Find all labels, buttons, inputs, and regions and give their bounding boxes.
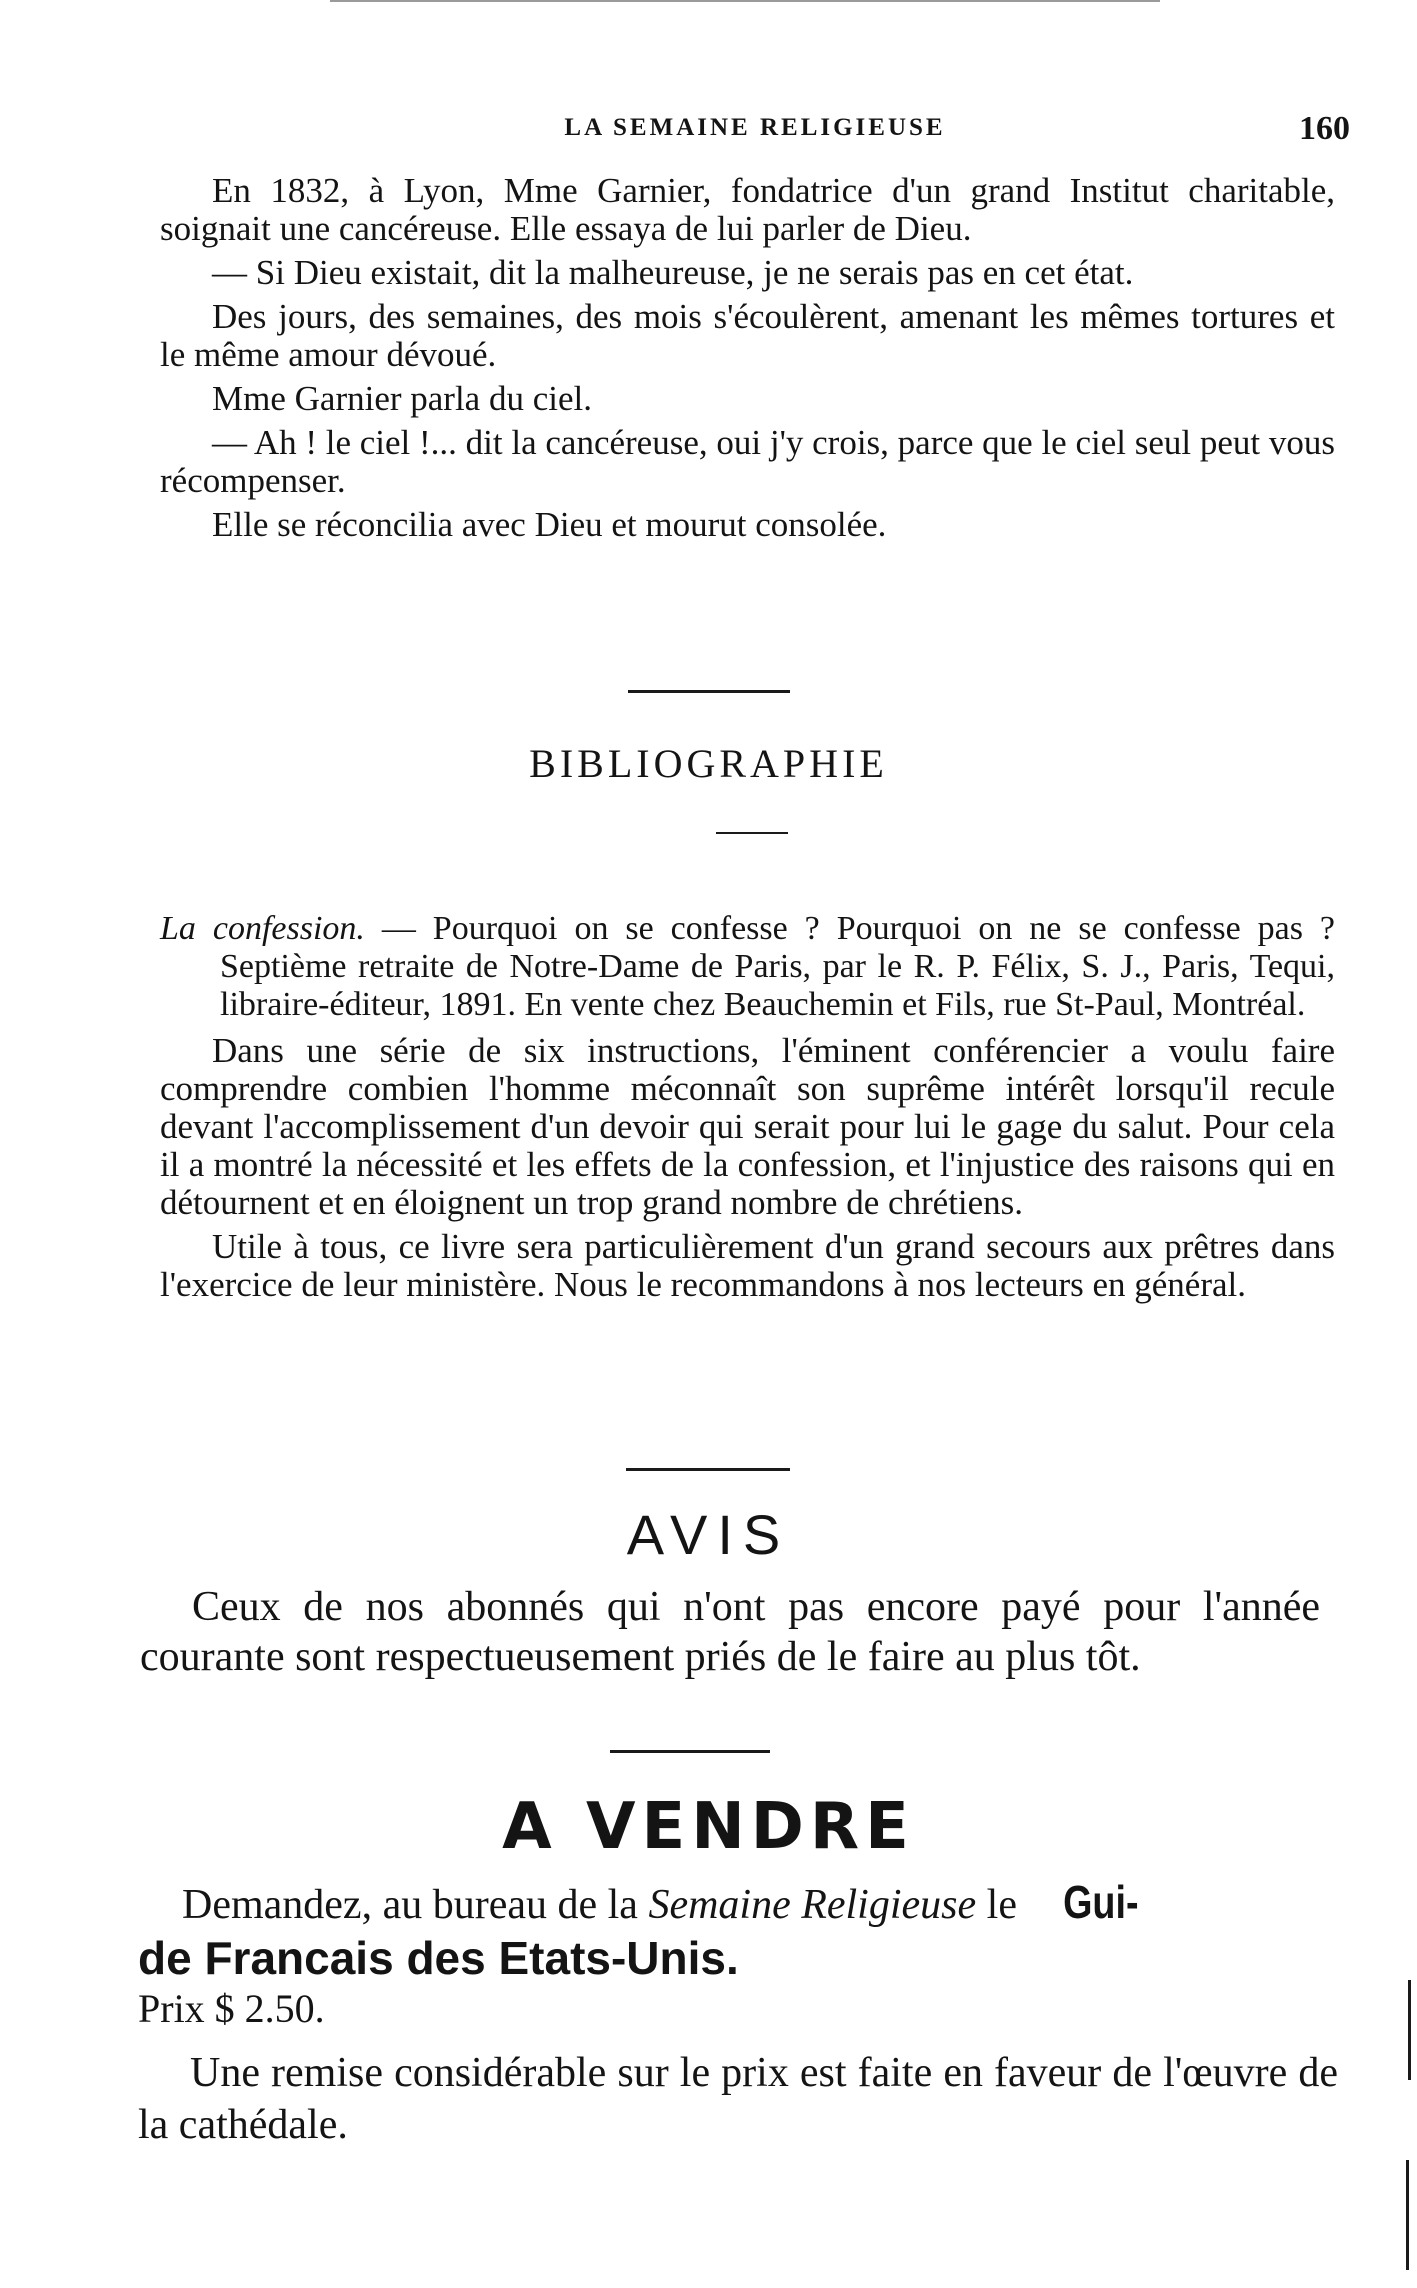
running-title: LA SEMAINE RELIGIEUSE	[564, 114, 946, 141]
title-underline	[716, 832, 788, 834]
remise-text: Une remise considérable sur le prix est faite en faveur de l'œuvre de la cathédale.	[138, 2050, 1338, 2148]
book-entry	[160, 910, 1335, 1024]
story-paragraph: — Si Dieu existait, dit la malheureuse, je ne serais pas en cet état.	[212, 253, 1134, 292]
story-paragraph: — Ah ! le ciel !... dit la cancéreuse, oui j'y crois, parce que le ciel seul peut vous récompenser.	[160, 423, 1335, 500]
avis-title: AVIS	[626, 1503, 791, 1566]
section-divider	[626, 1468, 790, 1471]
guide-title-end: de Francais des Etats-Unis.	[138, 1932, 739, 1984]
page-number: 160	[1299, 110, 1350, 147]
story-section	[160, 172, 1335, 550]
page-header	[150, 110, 1360, 150]
section-divider	[610, 1750, 770, 1753]
section-divider	[628, 690, 790, 693]
review-paragraph: Utile à tous, ce livre sera particulièrement d'un grand secours aux prêtres dans l'exercice de leur ministère. Nous le recommandons à nos lecteurs en général.	[160, 1227, 1335, 1304]
vendre-text-mid: le	[976, 1882, 1028, 1928]
book-title: La confession.	[160, 910, 365, 947]
guide-price: Prix $ 2.50.	[138, 1986, 325, 2031]
story-paragraph: Des jours, des semaines, des mois s'écoulèrent, amenant les mêmes tortures et le même amour dévoué.	[160, 297, 1335, 374]
margin-mark	[1408, 1980, 1411, 2080]
bibliographie-title: BIBLIOGRAPHIE	[529, 741, 888, 786]
story-paragraph: En 1832, à Lyon, Mme Garnier, fondatrice d'un grand Institut charitable, soignait une cancéreuse. Elle essaya de lui parler de Dieu.	[160, 171, 1335, 248]
avis-text: Ceux de nos abonnés qui n'ont pas encore payé pour l'année courante sont respectueusement priés de le faire au plus tôt.	[140, 1584, 1320, 1680]
review-paragraph: Dans une série de six instructions, l'éminent conférencier a voulu faire comprendre combien l'homme méconnaît son suprême intérêt lorsqu'il recule devant l'accomplissement d'un devoir qui serait pour lui le gage du salut. Pour cela il a montré la nécessité et les effets de la confession, et l'injustice des raisons qui en détournent et en éloignent un trop grand nombre de chrétiens.	[160, 1031, 1335, 1222]
avis-section	[140, 1582, 1320, 1682]
story-paragraph: Elle se réconcilia avec Dieu et mourut consolée.	[212, 505, 887, 544]
guide-title-start: Gui-	[1063, 1876, 1139, 1928]
story-paragraph: Mme Garnier parla du ciel.	[212, 379, 592, 418]
journal-name: Semaine Religieuse	[648, 1882, 977, 1928]
margin-mark	[1406, 2160, 1409, 2270]
bibliographie-section	[160, 876, 1335, 1310]
vendre-request	[138, 1876, 1338, 1931]
top-edge-rule	[330, 0, 1160, 2]
vendre-title: A VENDRE	[502, 1790, 915, 1864]
book-details: — Pourquoi on se confesse ? Pourquoi on ne se confesse pas ? Septième retraite de Notre-Dame de Paris, par le R. P. Félix, S. J., Paris, Tequi, libraire-éditeur, 1891. En vente chez Beauchemin et Fils, rue St-Paul, Montréal.	[220, 910, 1335, 1023]
vendre-text-start: Demandez, au bureau de la	[182, 1882, 649, 1928]
vendre-section	[138, 1876, 1338, 2151]
